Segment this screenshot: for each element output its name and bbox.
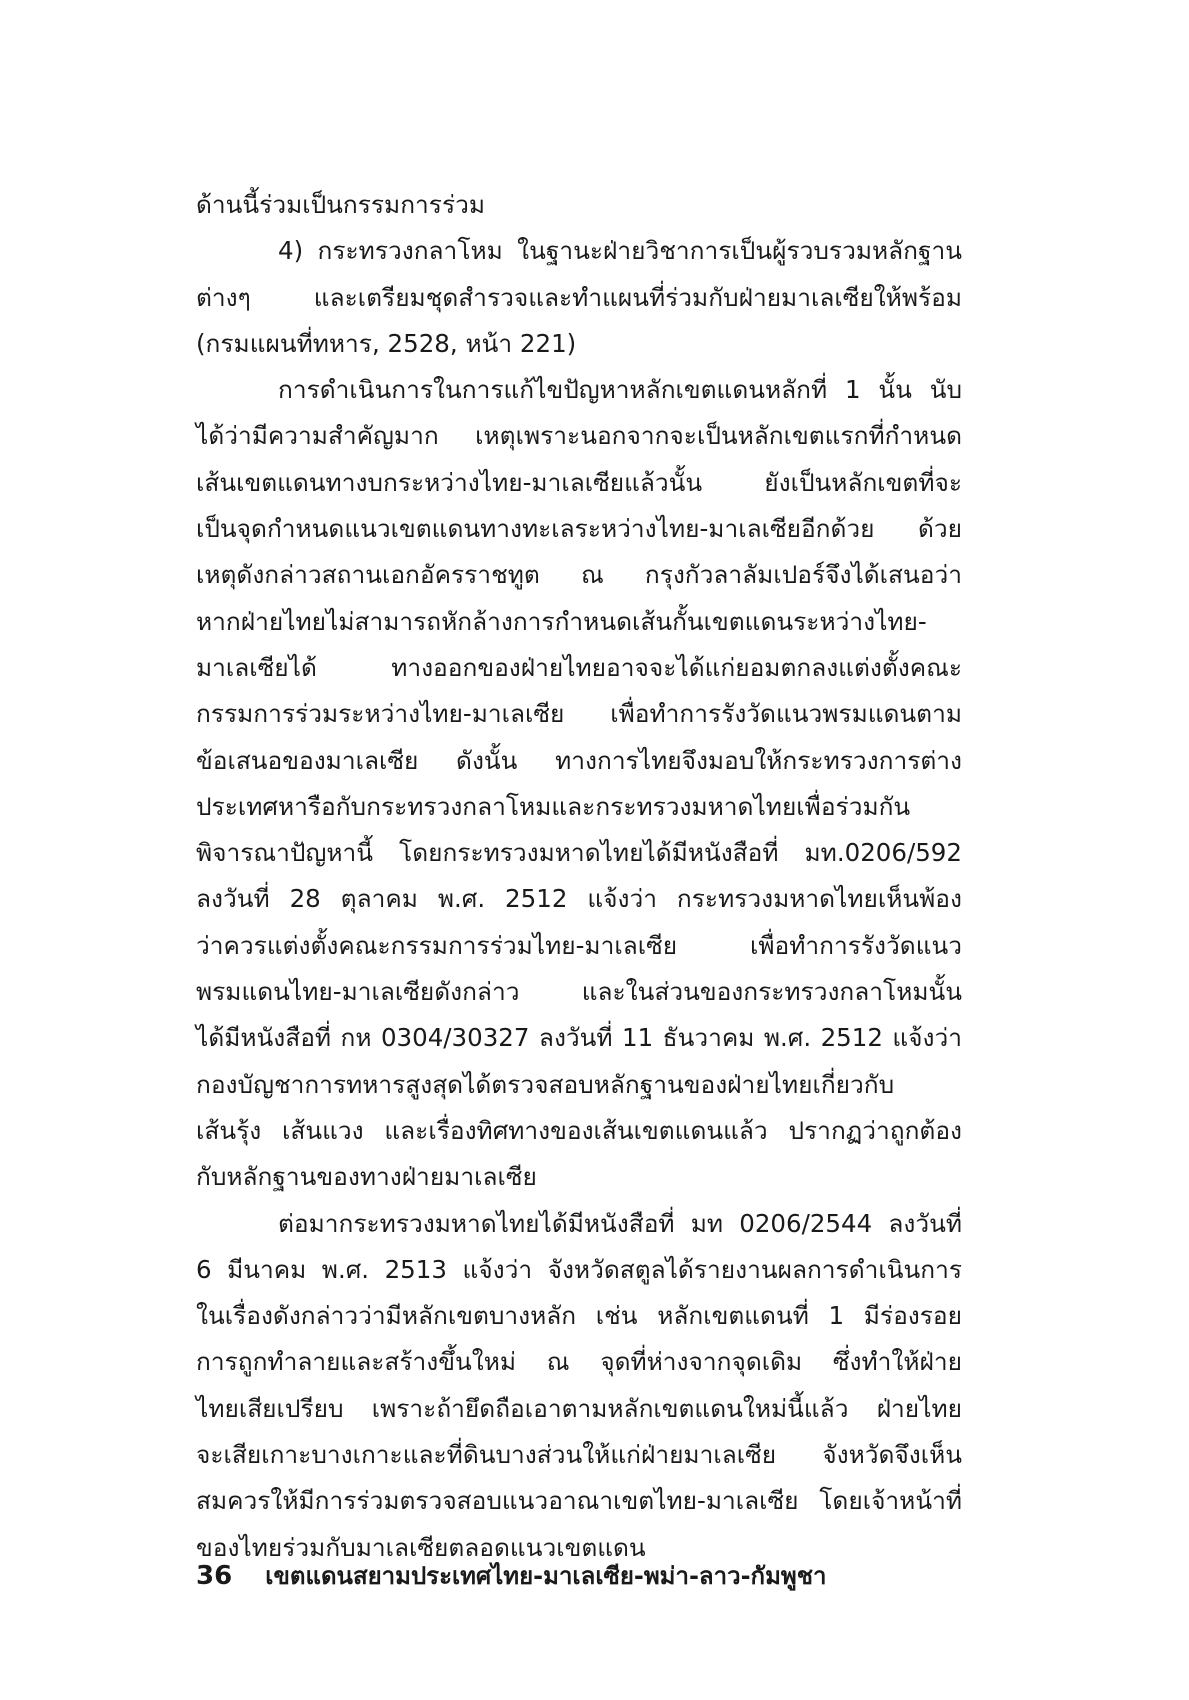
body-text	[196, 182, 962, 1571]
text-line: มาเลเซียได้ ทางออกของฝ่ายไทยอาจจะได้แก่ยอมตกลงแต่งตั้งคณะ	[196, 652, 962, 682]
text-line: ในเรื่องดังกล่าวว่ามีหลักเขตบางหลัก เช่น หลักเขตแดนที่ 1 มีร่องรอย	[196, 1301, 962, 1331]
running-title: เขตแดนสยามประเทศไทย-มาเลเซีย-พม่า-ลาว-กัมพูชา	[265, 1562, 827, 1590]
text-line: สมควรให้มีการร่วมตรวจสอบแนวอาณาเขตไทย-มาเลเซีย โดยเจ้าหน้าที่	[196, 1486, 962, 1516]
text-line: การดำเนินการในการแก้ไขปัญหาหลักเขตแดนหลักที่ 1 นั้น นับ	[278, 375, 962, 405]
text-line: เหตุดังกล่าวสถานเอกอัครราชทูต ณ กรุงกัวลาลัมเปอร์จึงได้เสนอว่า	[196, 560, 962, 590]
page-footer	[196, 1556, 827, 1595]
text-line: พรมแดนไทย-มาเลเซียดังกล่าว และในส่วนของกระทรวงกลาโหมนั้น	[196, 977, 962, 1007]
text-line: 4) กระทรวงกลาโหม ในฐานะฝ่ายวิชาการเป็นผู้รวบรวมหลักฐาน	[278, 236, 962, 266]
text-line: ของไทยร่วมกับมาเลเซียตลอดแนวเขตแดน	[196, 1532, 646, 1562]
text-line: ได้มีหนังสือที่ กห 0304/30327 ลงวันที่ 11 ธันวาคม พ.ศ. 2512 แจ้งว่า	[196, 1023, 962, 1053]
text-line: กับหลักฐานของทางฝ่ายมาเลเซีย	[196, 1162, 537, 1192]
text-line: ได้ว่ามีความสำคัญมาก เหตุเพราะนอกจากจะเป็นหลักเขตแรกที่กำหนด	[196, 421, 962, 451]
text-line: ต่อมากระทรวงมหาดไทยได้มีหนังสือที่ มท 0206/2544 ลงวันที่	[278, 1208, 962, 1238]
paragraph	[196, 182, 962, 228]
text-line: ไทยเสียเปรียบ เพราะถ้ายึดถือเอาตามหลักเขตแดนใหม่นี้แล้ว ฝ่ายไทย	[196, 1393, 962, 1423]
text-line: เส้นรุ้ง เส้นแวง และเรื่องทิศทางของเส้นเขตแดนแล้ว ปรากฏว่าถูกต้อง	[196, 1115, 962, 1145]
text-line: กรรมการร่วมระหว่างไทย-มาเลเซีย เพื่อทำการรังวัดแนวพรมแดนตาม	[196, 699, 962, 729]
text-line: การถูกทำลายและสร้างขึ้นใหม่ ณ จุดที่ห่างจากจุดเดิม ซึ่งทำให้ฝ่าย	[196, 1347, 962, 1377]
page-number: 36	[196, 1561, 233, 1591]
text-line: พิจารณาปัญหานี้ โดยกระทรวงมหาดไทยได้มีหนังสือที่ มท.0206/592	[196, 838, 962, 868]
text-line: (กรมแผนที่ทหาร, 2528, หน้า 221)	[196, 328, 577, 358]
text-line: กองบัญชาการทหารสูงสุดได้ตรวจสอบหลักฐานของฝ่ายไทยเกี่ยวกับ	[196, 1069, 895, 1099]
text-line: ประเทศหารือกับกระทรวงกลาโหมและกระทรวงมหาดไทยเพื่อร่วมกัน	[196, 791, 911, 821]
text-line: ข้อเสนอของมาเลเซีย ดังนั้น ทางการไทยจึงมอบให้กระทรวงการต่าง	[196, 745, 962, 775]
paragraph	[196, 367, 962, 1200]
text-line: หากฝ่ายไทยไม่สามารถหักล้างการกำหนดเส้นกั้นเขตแดนระหว่างไทย-	[196, 606, 927, 636]
text-line: จะเสียเกาะบางเกาะและที่ดินบางส่วนให้แก่ฝ่ายมาเลเซีย จังหวัดจึงเห็น	[196, 1440, 962, 1470]
text-line: 6 มีนาคม พ.ศ. 2513 แจ้งว่า จังหวัดสตูลได้รายงานผลการดำเนินการ	[196, 1254, 962, 1284]
text-line: ด้านนี้ร่วมเป็นกรรมการร่วม	[196, 190, 486, 219]
text-line: เส้นเขตแดนทางบกระหว่างไทย-มาเลเซียแล้วนั้น ยังเป็นหลักเขตที่จะ	[196, 467, 962, 497]
text-line: เป็นจุดกำหนดแนวเขตแดนทางทะเลระหว่างไทย-มาเลเซียอีกด้วย ด้วย	[196, 514, 962, 544]
text-line: ต่างๆ และเตรียมชุดสำรวจและทำแผนที่ร่วมกับฝ่ายมาเลเซียให้พร้อม	[196, 282, 962, 312]
paragraph	[196, 1201, 962, 1571]
paragraph	[196, 228, 962, 367]
text-line: ว่าควรแต่งตั้งคณะกรรมการร่วมไทย-มาเลเซีย เพื่อทำการรังวัดแนว	[196, 930, 962, 960]
text-line: ลงวันที่ 28 ตุลาคม พ.ศ. 2512 แจ้งว่า กระทรวงมหาดไทยเห็นพ้อง	[196, 884, 962, 914]
